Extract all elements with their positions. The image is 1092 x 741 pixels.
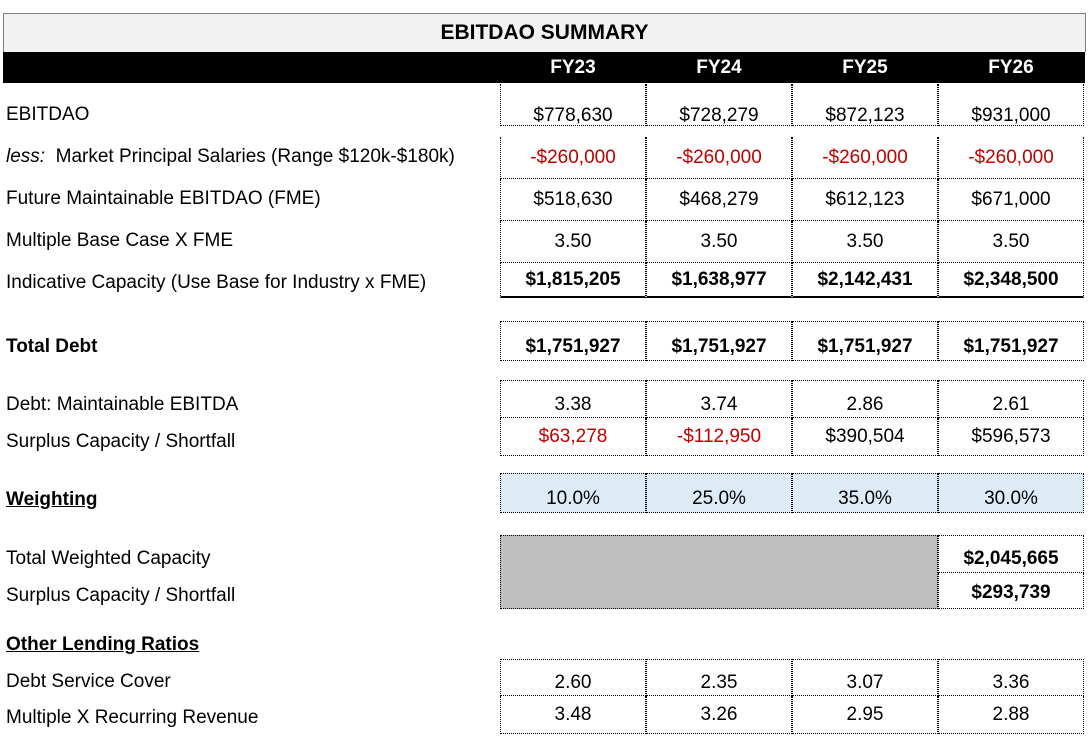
year-header-row <box>3 52 1085 83</box>
value-cell: 2.86 <box>792 380 938 418</box>
label-weighted-surplus: Surplus Capacity / Shortfall <box>6 585 236 606</box>
value-cell: $872,123 <box>792 84 938 126</box>
value-cell: $63,278 <box>500 418 646 456</box>
value-cell: $1,751,927 <box>792 321 938 361</box>
label-fme: Future Maintainable EBITDAO (FME) <box>6 188 321 209</box>
value-cell: -$112,950 <box>646 418 792 456</box>
label-total-weighted: Total Weighted Capacity <box>6 548 211 569</box>
value-cell: $518,630 <box>500 179 646 221</box>
year-header-fy25: FY25 <box>842 56 888 78</box>
value-cell: $390,504 <box>792 418 938 456</box>
value-cell: $778,630 <box>500 84 646 126</box>
value-cell: $1,751,927 <box>646 321 792 361</box>
year-header-fy26: FY26 <box>988 56 1034 78</box>
value-cell: $1,638,977 <box>646 263 792 298</box>
value-cell: -$260,000 <box>500 137 646 179</box>
value-cell: 3.26 <box>646 696 792 734</box>
value-cell: $612,123 <box>792 179 938 221</box>
label-surplus: Surplus Capacity / Shortfall <box>6 431 236 452</box>
value-cell: $1,751,927 <box>938 321 1084 361</box>
value-cell: $468,279 <box>646 179 792 221</box>
value-cell: $1,815,205 <box>500 263 646 298</box>
value-cell: $2,142,431 <box>792 263 938 298</box>
value-cell: 3.74 <box>646 380 792 418</box>
weighting-cell: 35.0% <box>792 473 938 513</box>
value-cell: $728,279 <box>646 84 792 126</box>
year-header-fy23: FY23 <box>550 56 596 78</box>
value-cell: 3.50 <box>500 221 646 263</box>
value-cell: -$260,000 <box>646 137 792 179</box>
less-prefix: less: <box>6 146 46 167</box>
value-cell: 3.36 <box>938 659 1084 696</box>
label-debt-ebitda: Debt: Maintainable EBITDA <box>6 394 239 415</box>
label-indicative-capacity: Indicative Capacity (Use Base for Industry x FME) <box>6 272 427 293</box>
value-cell: $671,000 <box>938 179 1084 221</box>
value-cell: $2,348,500 <box>938 263 1084 298</box>
value-cell: 2.35 <box>646 659 792 696</box>
label-debt-service: Debt Service Cover <box>6 671 171 692</box>
summary-title: EBITDAO SUMMARY <box>3 13 1086 52</box>
label-recurring: Multiple X Recurring Revenue <box>6 707 259 728</box>
value-cell: 3.38 <box>500 380 646 418</box>
value-cell: 2.61 <box>938 380 1084 418</box>
total-weighted-value: $2,045,665 <box>938 535 1084 573</box>
value-cell: $596,573 <box>938 418 1084 456</box>
weighting-cell: 30.0% <box>938 473 1084 513</box>
value-cell: -$260,000 <box>792 137 938 179</box>
label-other-lending-ratios: Other Lending Ratios <box>6 634 200 655</box>
weighting-cell: 10.0% <box>500 473 646 513</box>
year-header-fy24: FY24 <box>696 56 742 78</box>
label-weighting: Weighting <box>6 489 98 510</box>
label-ebitdao: EBITDAO <box>6 104 90 125</box>
salaries-text: Market Principal Salaries (Range $120k-$180k) <box>55 146 455 167</box>
value-cell: 2.88 <box>938 696 1084 734</box>
value-cell: 3.50 <box>792 221 938 263</box>
value-cell: 2.60 <box>500 659 646 696</box>
value-cell: 3.48 <box>500 696 646 734</box>
grey-filler-block <box>500 535 938 609</box>
value-cell: $1,751,927 <box>500 321 646 361</box>
value-cell: 3.50 <box>646 221 792 263</box>
value-cell: -$260,000 <box>938 137 1084 179</box>
weighted-surplus-value: $293,739 <box>938 573 1084 609</box>
value-cell: $931,000 <box>938 84 1084 126</box>
label-total-debt: Total Debt <box>6 336 98 357</box>
value-cell: 2.95 <box>792 696 938 734</box>
value-cell: 3.50 <box>938 221 1084 263</box>
value-cell: 3.07 <box>792 659 938 696</box>
label-market-salaries <box>6 146 455 168</box>
weighting-cell: 25.0% <box>646 473 792 513</box>
label-multiple: Multiple Base Case X FME <box>6 230 234 251</box>
